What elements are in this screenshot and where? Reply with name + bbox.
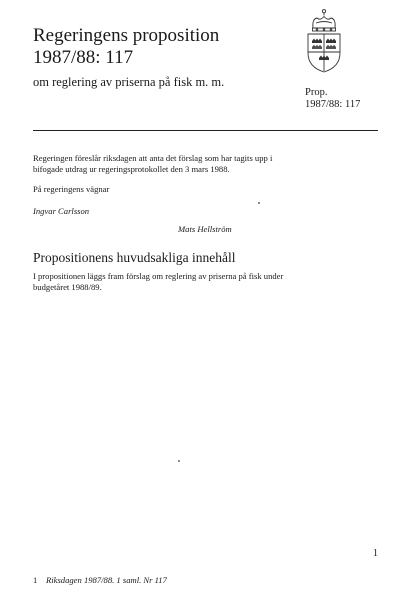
page-number: 1 — [373, 548, 378, 559]
signature-minister: Mats Hellström — [178, 224, 232, 234]
speck-mark — [258, 202, 260, 204]
speck-mark — [178, 460, 180, 462]
signature-prime-minister: Ingvar Carlsson — [33, 206, 90, 216]
intro-line-2: bifogade utdrag ur regeringsprotokollet den 3 mars 1988. — [33, 164, 230, 174]
on-behalf-text: På regeringens vägnar — [33, 184, 110, 194]
coat-of-arms-icon — [303, 8, 345, 74]
footer-text: Riksdagen 1987/88. 1 saml. Nr 117 — [46, 575, 167, 585]
proposition-number: 1987/88: 117 — [33, 47, 134, 68]
footer-number: 1 — [33, 575, 38, 585]
document-subtitle: om reglering av priserna på fisk m. m. — [33, 75, 225, 89]
prop-label: Prop. — [305, 87, 328, 98]
header-divider — [33, 130, 378, 131]
intro-line-1: Regeringen föreslår riksdagen att anta det förslag som har tagits upp i — [33, 153, 273, 163]
section-heading: Propositionens huvudsakliga innehåll — [33, 250, 236, 265]
document-title: Regeringens proposition — [33, 25, 220, 46]
summary-line-2: budgetåret 1988/89. — [33, 282, 102, 292]
prop-reference: 1987/88: 117 — [305, 99, 361, 110]
summary-line-1: I propositionen läggs fram förslag om reglering av priserna på fisk under — [33, 271, 284, 281]
